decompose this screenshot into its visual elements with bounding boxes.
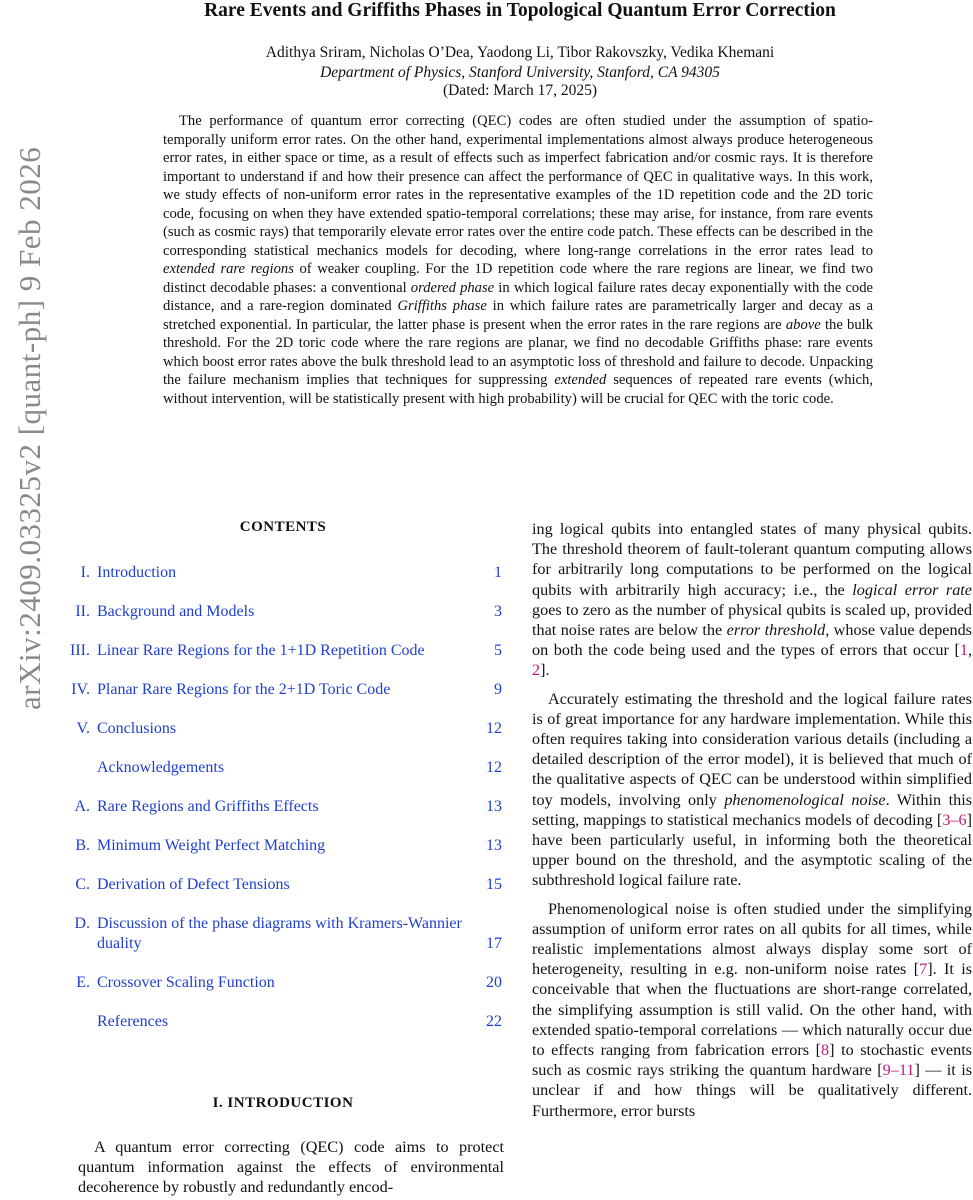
toc-link[interactable]: Planar Rare Regions for the 2+1D Toric Code bbox=[97, 681, 391, 698]
toc-number: E. bbox=[76, 974, 90, 991]
body-emphasis: error threshold bbox=[726, 621, 826, 640]
toc-number: A. bbox=[74, 798, 90, 815]
citation-link[interactable]: 1 bbox=[959, 641, 968, 660]
abstract-emphasis: extended rare regions bbox=[163, 261, 294, 277]
toc-number: V. bbox=[76, 720, 90, 737]
toc-entry[interactable] bbox=[62, 836, 506, 856]
body-text: ]. It is conceivable that when the fluctuations are short-range correlated, the simplifying assumption is still valid. On the other hand, with extended spatio-temporal correlations — which naturally occur due to effects ranging from fabrication errors [ bbox=[532, 960, 973, 1060]
toc-page-link[interactable]: 12 bbox=[486, 720, 502, 737]
abstract-text: of weaker coupling. For the 1D repetition code where the rare regions are linear, we find two distinct decodable phases: a conventional bbox=[163, 261, 873, 296]
body-text: , bbox=[967, 641, 972, 660]
toc-link[interactable]: Minimum Weight Perfect Matching bbox=[97, 837, 326, 854]
author-list: Adithya Sriram, Nicholas O’Dea, Yaodong Li, Tibor Rakovszky, Vedika Khemani bbox=[265, 44, 775, 61]
dated-line: (Dated: March 17, 2025) bbox=[442, 82, 598, 99]
body-text: ] to stochastic events such as cosmic rays striking the quantum hardware [ bbox=[532, 1041, 972, 1080]
toc-entry[interactable] bbox=[62, 680, 506, 700]
toc-page-link[interactable]: 22 bbox=[486, 1013, 502, 1030]
toc-page-link[interactable]: 20 bbox=[486, 974, 502, 991]
body-paragraph bbox=[532, 689, 972, 891]
toc-entry[interactable] bbox=[62, 1012, 506, 1032]
toc-number: B. bbox=[75, 837, 90, 854]
toc-entry[interactable] bbox=[62, 797, 506, 817]
toc-number: C. bbox=[75, 876, 90, 893]
toc-page-link[interactable]: 13 bbox=[486, 798, 502, 815]
contents-heading: CONTENTS bbox=[239, 519, 327, 535]
abstract-text: in which failure rates are parametrically larger and decay as a stretched exponential. In particular, the latter phase is present when the error rates in the rare regions are bbox=[163, 298, 873, 333]
toc-entry[interactable] bbox=[62, 602, 506, 622]
abstract-text: sequences of repeated rare events (which, without intervention, will be statistically present with high probability) will be crucial for QEC with the toric code. bbox=[163, 372, 873, 407]
citation-link[interactable]: 8 bbox=[821, 1041, 830, 1060]
body-text: ] — it is unclear if and how things will be qualitatively different. Furthermore, error bursts bbox=[532, 1061, 973, 1120]
abstract-text: The performance of quantum error correcting (QEC) codes are often studied under the assumption of spatio-temporally uniform error rates. On the other hand, experimental implementations almost always produce heterogeneous error rates, in either space or time, as a result of effects such as imperfect fabrication and/or cosmic rays. It is therefore important to understand if and how their presence can affect the performance of QEC in qualitative ways. In this work, we study effects of non-uniform error rates in the representative examples of the 1D repetition code and the 2D toric code, focusing on when they have extended spatio-temporal correlations; these may arise, for instance, from rare events (such as cosmic rays) that temporarily elevate error rates over the entire code patch. These effects can be described in the corresponding statistical mechanics models for decoding, where long-range correlations in the error rates lead to bbox=[163, 113, 873, 259]
body-emphasis: phenomenological noise bbox=[724, 790, 886, 809]
body-text: ] have been particularly useful, in informing both the theoretical upper bound on the threshold, and the asymptotic scaling of the subthreshold logical failure rate. bbox=[532, 810, 972, 890]
toc-page-link[interactable]: 5 bbox=[494, 642, 502, 659]
body-emphasis: logical error rate bbox=[852, 580, 972, 599]
intro-paragraph: A quantum error correcting (QEC) code aims to protect quantum information against the effects of environmental decoherence by robustly and redundantly encod- bbox=[78, 1138, 504, 1196]
body-text: goes to zero as the number of physical qubits is scaled up, provided that noise rates are below the bbox=[532, 600, 972, 640]
toc-entry[interactable] bbox=[62, 563, 506, 583]
affiliation: Department of Physics, Stanford University, Stanford, CA 94305 bbox=[320, 64, 720, 81]
section-heading-introduction: I. INTRODUCTION bbox=[212, 1095, 354, 1111]
toc-page-link[interactable]: 9 bbox=[494, 681, 502, 698]
toc-page-link[interactable]: 13 bbox=[486, 837, 502, 854]
abstract-emphasis: ordered phase bbox=[410, 279, 495, 296]
body-paragraph bbox=[532, 899, 972, 1121]
toc-page-link[interactable]: 12 bbox=[486, 759, 502, 776]
right-column bbox=[532, 519, 972, 1129]
toc-number: D. bbox=[74, 915, 90, 932]
toc-link[interactable]: Discussion of the phase diagrams with Kramers-Wannier duality bbox=[97, 915, 462, 952]
abstract-emphasis: extended bbox=[554, 372, 607, 388]
table-of-contents bbox=[62, 563, 506, 1051]
toc-number: II. bbox=[75, 603, 90, 620]
toc-page-link[interactable]: 15 bbox=[486, 876, 502, 893]
citation-link[interactable]: 3–6 bbox=[942, 810, 967, 829]
toc-link[interactable]: Background and Models bbox=[97, 603, 255, 620]
arxiv-stamp: arXiv:2409.03325v2 [quant-ph] 9 Feb 2026 bbox=[12, 146, 47, 710]
citation-link[interactable]: 7 bbox=[919, 960, 928, 979]
toc-link[interactable]: Acknowledgements bbox=[97, 759, 225, 776]
toc-entry[interactable] bbox=[62, 973, 506, 993]
toc-link[interactable]: Rare Regions and Griffiths Effects bbox=[97, 798, 319, 815]
abstract-text: in which logical failure rates decay exponentially with the code distance, and a rare-region dominated bbox=[163, 279, 873, 314]
toc-entry[interactable] bbox=[62, 758, 506, 778]
toc-entry[interactable] bbox=[62, 914, 506, 954]
abstract-emphasis: above bbox=[785, 316, 821, 333]
body-text: Accurately estimating the threshold and the logical failure rates is of great importance for any hardware implementation. While this often requires taking into consideration various details (including a detailed description of the error model), it is believed that much of the qualitative aspects of QEC can be understood within simplified toy models, involving only bbox=[532, 689, 972, 809]
toc-entry[interactable] bbox=[62, 719, 506, 739]
citation-link[interactable]: 9–11 bbox=[882, 1061, 915, 1080]
citation-link[interactable]: 2 bbox=[532, 661, 541, 680]
toc-entry[interactable] bbox=[62, 641, 506, 661]
toc-number: I. bbox=[80, 564, 90, 581]
body-text: ]. bbox=[540, 661, 550, 680]
toc-number: IV. bbox=[71, 681, 90, 698]
toc-number: III. bbox=[70, 642, 90, 659]
paper-title: Rare Events and Griffiths Phases in Topological Quantum Error Correction bbox=[204, 0, 836, 21]
body-text: , whose value depends on both the code being used and the types of errors that occur [ bbox=[532, 621, 972, 660]
body-text: Phenomenological noise is often studied under the simplifying assumption of uniform error rates on all qubits for all times, while realistic implementations almost always display some sort of heterogeneity, resulting in e.g. non-uniform noise rates [ bbox=[532, 899, 972, 979]
toc-link[interactable]: Linear Rare Regions for the 1+1D Repetition Code bbox=[97, 642, 425, 659]
toc-entry[interactable] bbox=[62, 875, 506, 895]
abstract-text: the bulk threshold. For the 2D toric code where the rare regions are planar, we find no decodable Griffiths phase: rare events which boost error rates above the bulk threshold lead to an asymptotic loss of threshold and failure to decode. Unpacking the failure mechanism implies that techniques for suppressing bbox=[163, 316, 874, 388]
toc-page-link[interactable]: 17 bbox=[486, 935, 502, 952]
body-text: . Within this setting, mappings to statistical mechanics models of decoding [ bbox=[532, 790, 973, 829]
abstract bbox=[163, 112, 873, 408]
toc-link[interactable]: Crossover Scaling Function bbox=[97, 974, 275, 991]
toc-link[interactable]: Conclusions bbox=[97, 720, 177, 737]
abstract-emphasis: Griffiths phase bbox=[397, 298, 487, 314]
toc-link[interactable]: Derivation of Defect Tensions bbox=[97, 876, 290, 893]
toc-link[interactable]: Introduction bbox=[97, 564, 177, 581]
toc-page-link[interactable]: 3 bbox=[494, 603, 502, 620]
toc-page-link[interactable]: 1 bbox=[494, 564, 502, 581]
toc-link[interactable]: References bbox=[97, 1013, 169, 1030]
body-text: ing logical qubits into entangled states of many physical qubits. The threshold theorem of fault-tolerant quantum computing allows for arbitrarily long computations to be performed on the logical qubits with arbitrarily high accuracy; i.e., the bbox=[532, 520, 972, 599]
body-paragraph bbox=[532, 519, 972, 681]
